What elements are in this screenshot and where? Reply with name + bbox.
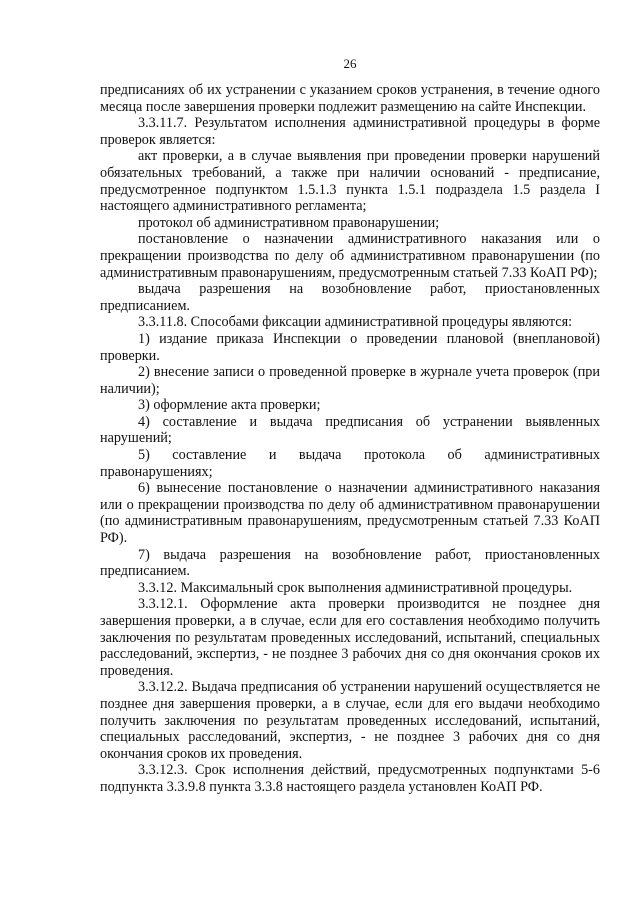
paragraph: 3.3.12.2. Выдача предписания об устранении нарушений осуществляется не позднее дня завершения проверки, а в случае, если для его выдачи необходимо получить заключения по результатам проведенных исследований, испытаний, специальных расследований, экспертиз, - не позднее 3 рабочих дня со дня окончания сроков их проведения. [100, 679, 600, 762]
paragraph: предписаниях об их устранении с указанием сроков устранения, в течение одного месяца после завершения проверки подлежит размещению на сайте Инспекции. [100, 82, 600, 115]
paragraph: 3.3.11.7. Результатом исполнения административной процедуры в форме проверок является: [100, 115, 600, 148]
page-number: 26 [343, 56, 357, 71]
paragraph: акт проверки, а в случае выявления при проведении проверки нарушений обязательных требований, а также при наличии оснований - предписание, предусмотренное подпунктом 1.5.1.3 пункта 1.5.1 подраздела 1.5 раздела I настоящего административного регламента; [100, 148, 600, 215]
paragraph: постановление о назначении административного наказания или о прекращении производства по делу об административном правонарушении (по административным правонарушениям, предусмотренным статьей 7.33 КоАП РФ); [100, 231, 600, 281]
paragraph: протокол об административном правонарушении; [138, 214, 440, 231]
paragraph: 7) выдача разрешения на возобновление работ, приостановленных предписанием. [100, 546, 600, 580]
paragraph: 3.3.12. Максимальный срок выполнения административной процедуры. [138, 579, 573, 596]
paragraph: 3.3.12.1. Оформление акта проверки производится не позднее дня завершения проверки, а в случае, если для его составления необходимо получить заключения по результатам проведенных исследований, испытаний, специальных расследований, экспертиз, - не позднее 3 рабочих дня со дня окончания сроков их проведения. [100, 596, 600, 679]
paragraph: 2) внесение записи о проведенной проверке в журнале учета проверок (при наличии); [100, 364, 600, 397]
paragraph: 6) вынесение постановление о назначении административного наказания или о прекращении производства по делу об административном правонарушении (по административным правонарушениям, предусмотренным статьей 7.33 КоАП РФ). [100, 480, 600, 547]
paragraph: 3.3.12.3. Срок исполнения действий, предусмотренных подпунктами 5-6 подпункта 3.3.9.8 пункта 3.3.8 настоящего раздела установлен КоАП РФ. [100, 762, 600, 795]
paragraph: 4) составление и выдача предписания об устранении выявленных нарушений; [100, 413, 600, 447]
paragraph: 5) составление и выдача протокола об административных правонарушениях; [100, 447, 600, 480]
paragraph: 1) издание приказа Инспекции о проведении плановой (внеплановой) проверки. [100, 330, 600, 364]
paragraph: 3.3.11.8. Способами фиксации административной процедуры являются: [138, 314, 573, 331]
document-body [100, 82, 600, 796]
paragraph: 3) оформление акта проверки; [138, 397, 321, 414]
paragraph: выдача разрешения на возобновление работ, приостановленных предписанием. [100, 281, 600, 314]
